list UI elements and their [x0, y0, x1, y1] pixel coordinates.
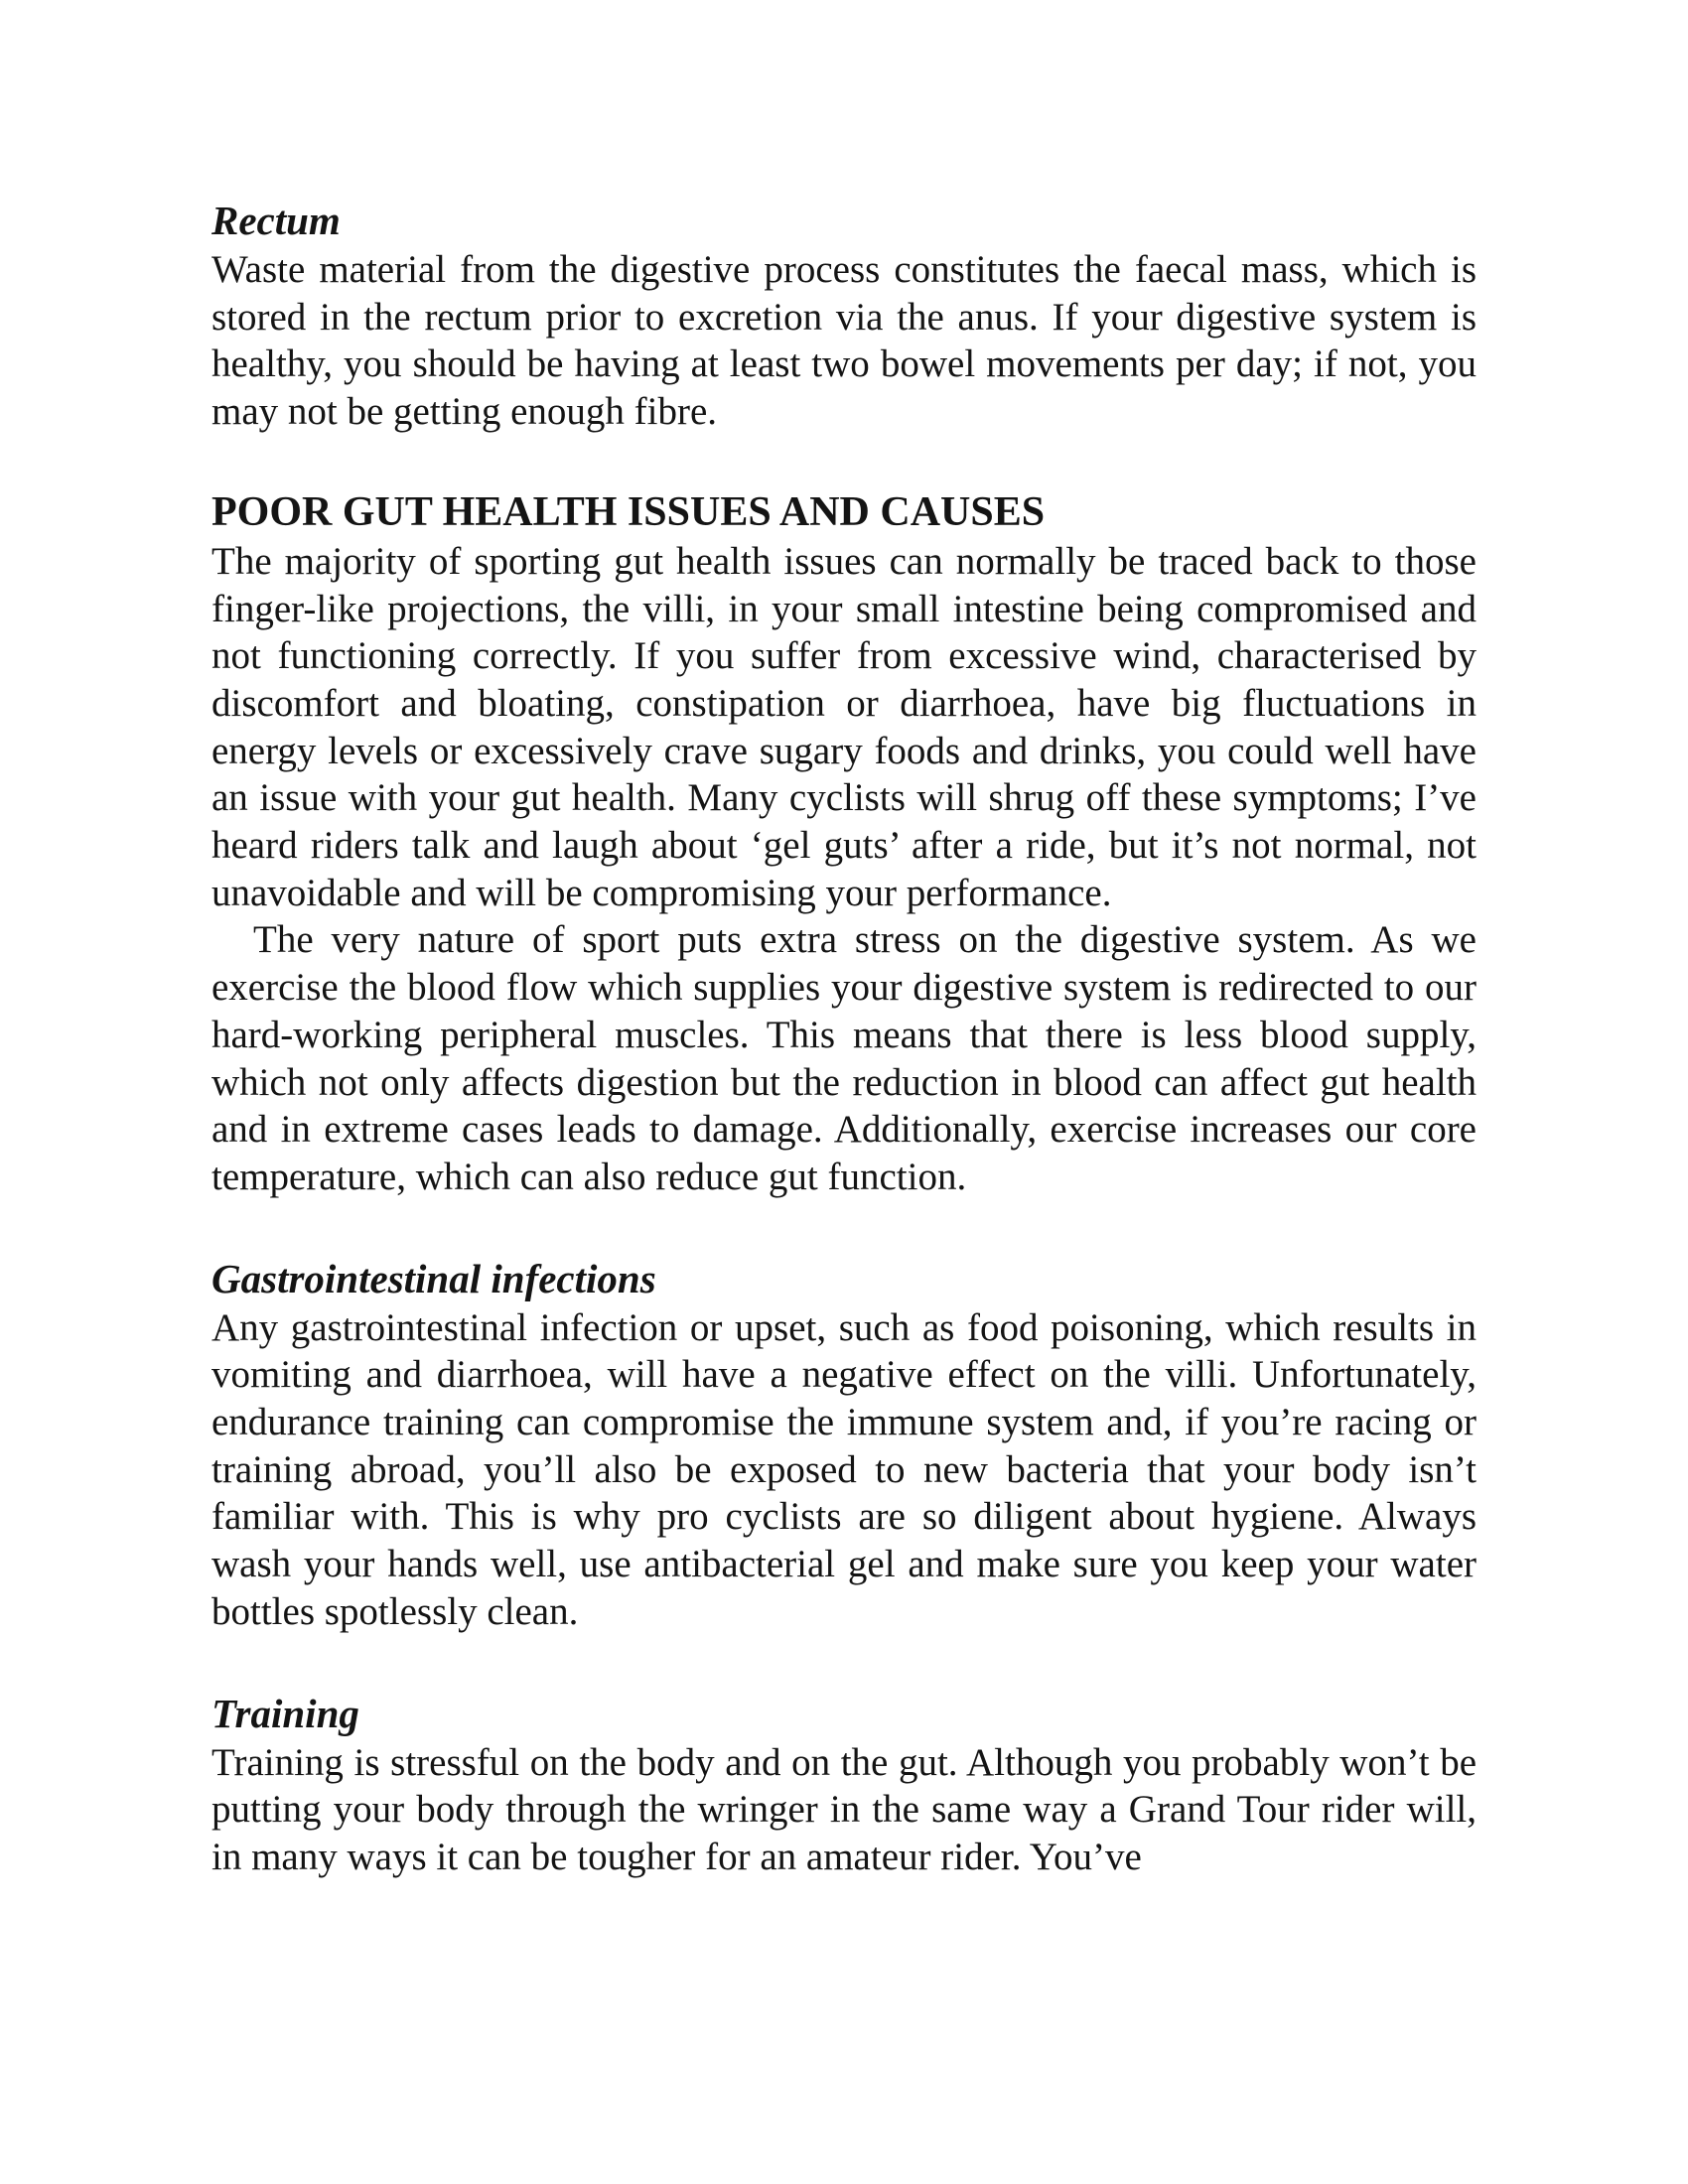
section-spacer: [211, 436, 1477, 486]
document-page: [211, 195, 1477, 1881]
heading-gastrointestinal-infections: Gastrointestinal infections: [211, 1255, 656, 1301]
paragraph-gastrointestinal: Any gastrointestinal infection or upset, such as food poisoning, which results in vomiting and diarrhoea, will have a negative effect on the villi. Unfortunately, endurance training can compromise the immune system and, if you’re racing or training abroad, you’ll also be exposed to new bacteria that your body isn’t familiar with. This is why pro cyclists are so diligent about hygiene. Always wash your hands well, use antibacterial gel and make sure you keep your water bottles spotlessly clean.: [211, 1305, 1477, 1633]
paragraph-training: Training is stressful on the body and on the gut. Although you probably won’t be putting your body through the wringer in the same way a Grand Tour rider will, in many ways it can be tougher for an amateur rider. You’ve: [211, 1740, 1477, 1878]
paragraph-gut-health-1: The majority of sporting gut health issues can normally be traced back to those finger-like projections, the villi, in your small intestine being compromised and not functioning correctly. If you suffer from excessive wind, characterised by discomfort and bloating, constipation or diarrhoea, have big fluctuations in energy levels or excessively crave sugary foods and drinks, you could well have an issue with your gut health. Many cyclists will shrug off these symptoms; I’ve heard riders talk and laugh about ‘gel guts’ after a ride, but it’s not normal, not unavoidable and will be compromising your performance.: [211, 539, 1477, 914]
heading-training: Training: [211, 1690, 359, 1736]
paragraph-gut-health-2: The very nature of sport puts extra stress on the digestive system. As we exercise the blood flow which supplies your digestive system is redirected to our hard-working peripheral muscles. This means that there is less blood supply, which not only affects digestion but the reduction in blood can affect gut health and in extreme cases leads to damage. Additionally, exercise increases our core temperature, which can also reduce gut function.: [211, 918, 1477, 1198]
section-spacer: [211, 1201, 1477, 1253]
paragraph-rectum: Waste material from the digestive process constitutes the faecal mass, which is stored in the rectum prior to excretion via the anus. If your digestive system is healthy, you should be having at least two bowel movements per day; if not, you may not be getting enough fibre.: [211, 248, 1477, 434]
heading-poor-gut-health: POOR GUT HEALTH ISSUES AND CAUSES: [211, 488, 1046, 535]
heading-rectum: Rectum: [211, 198, 341, 243]
section-spacer: [211, 1636, 1477, 1688]
